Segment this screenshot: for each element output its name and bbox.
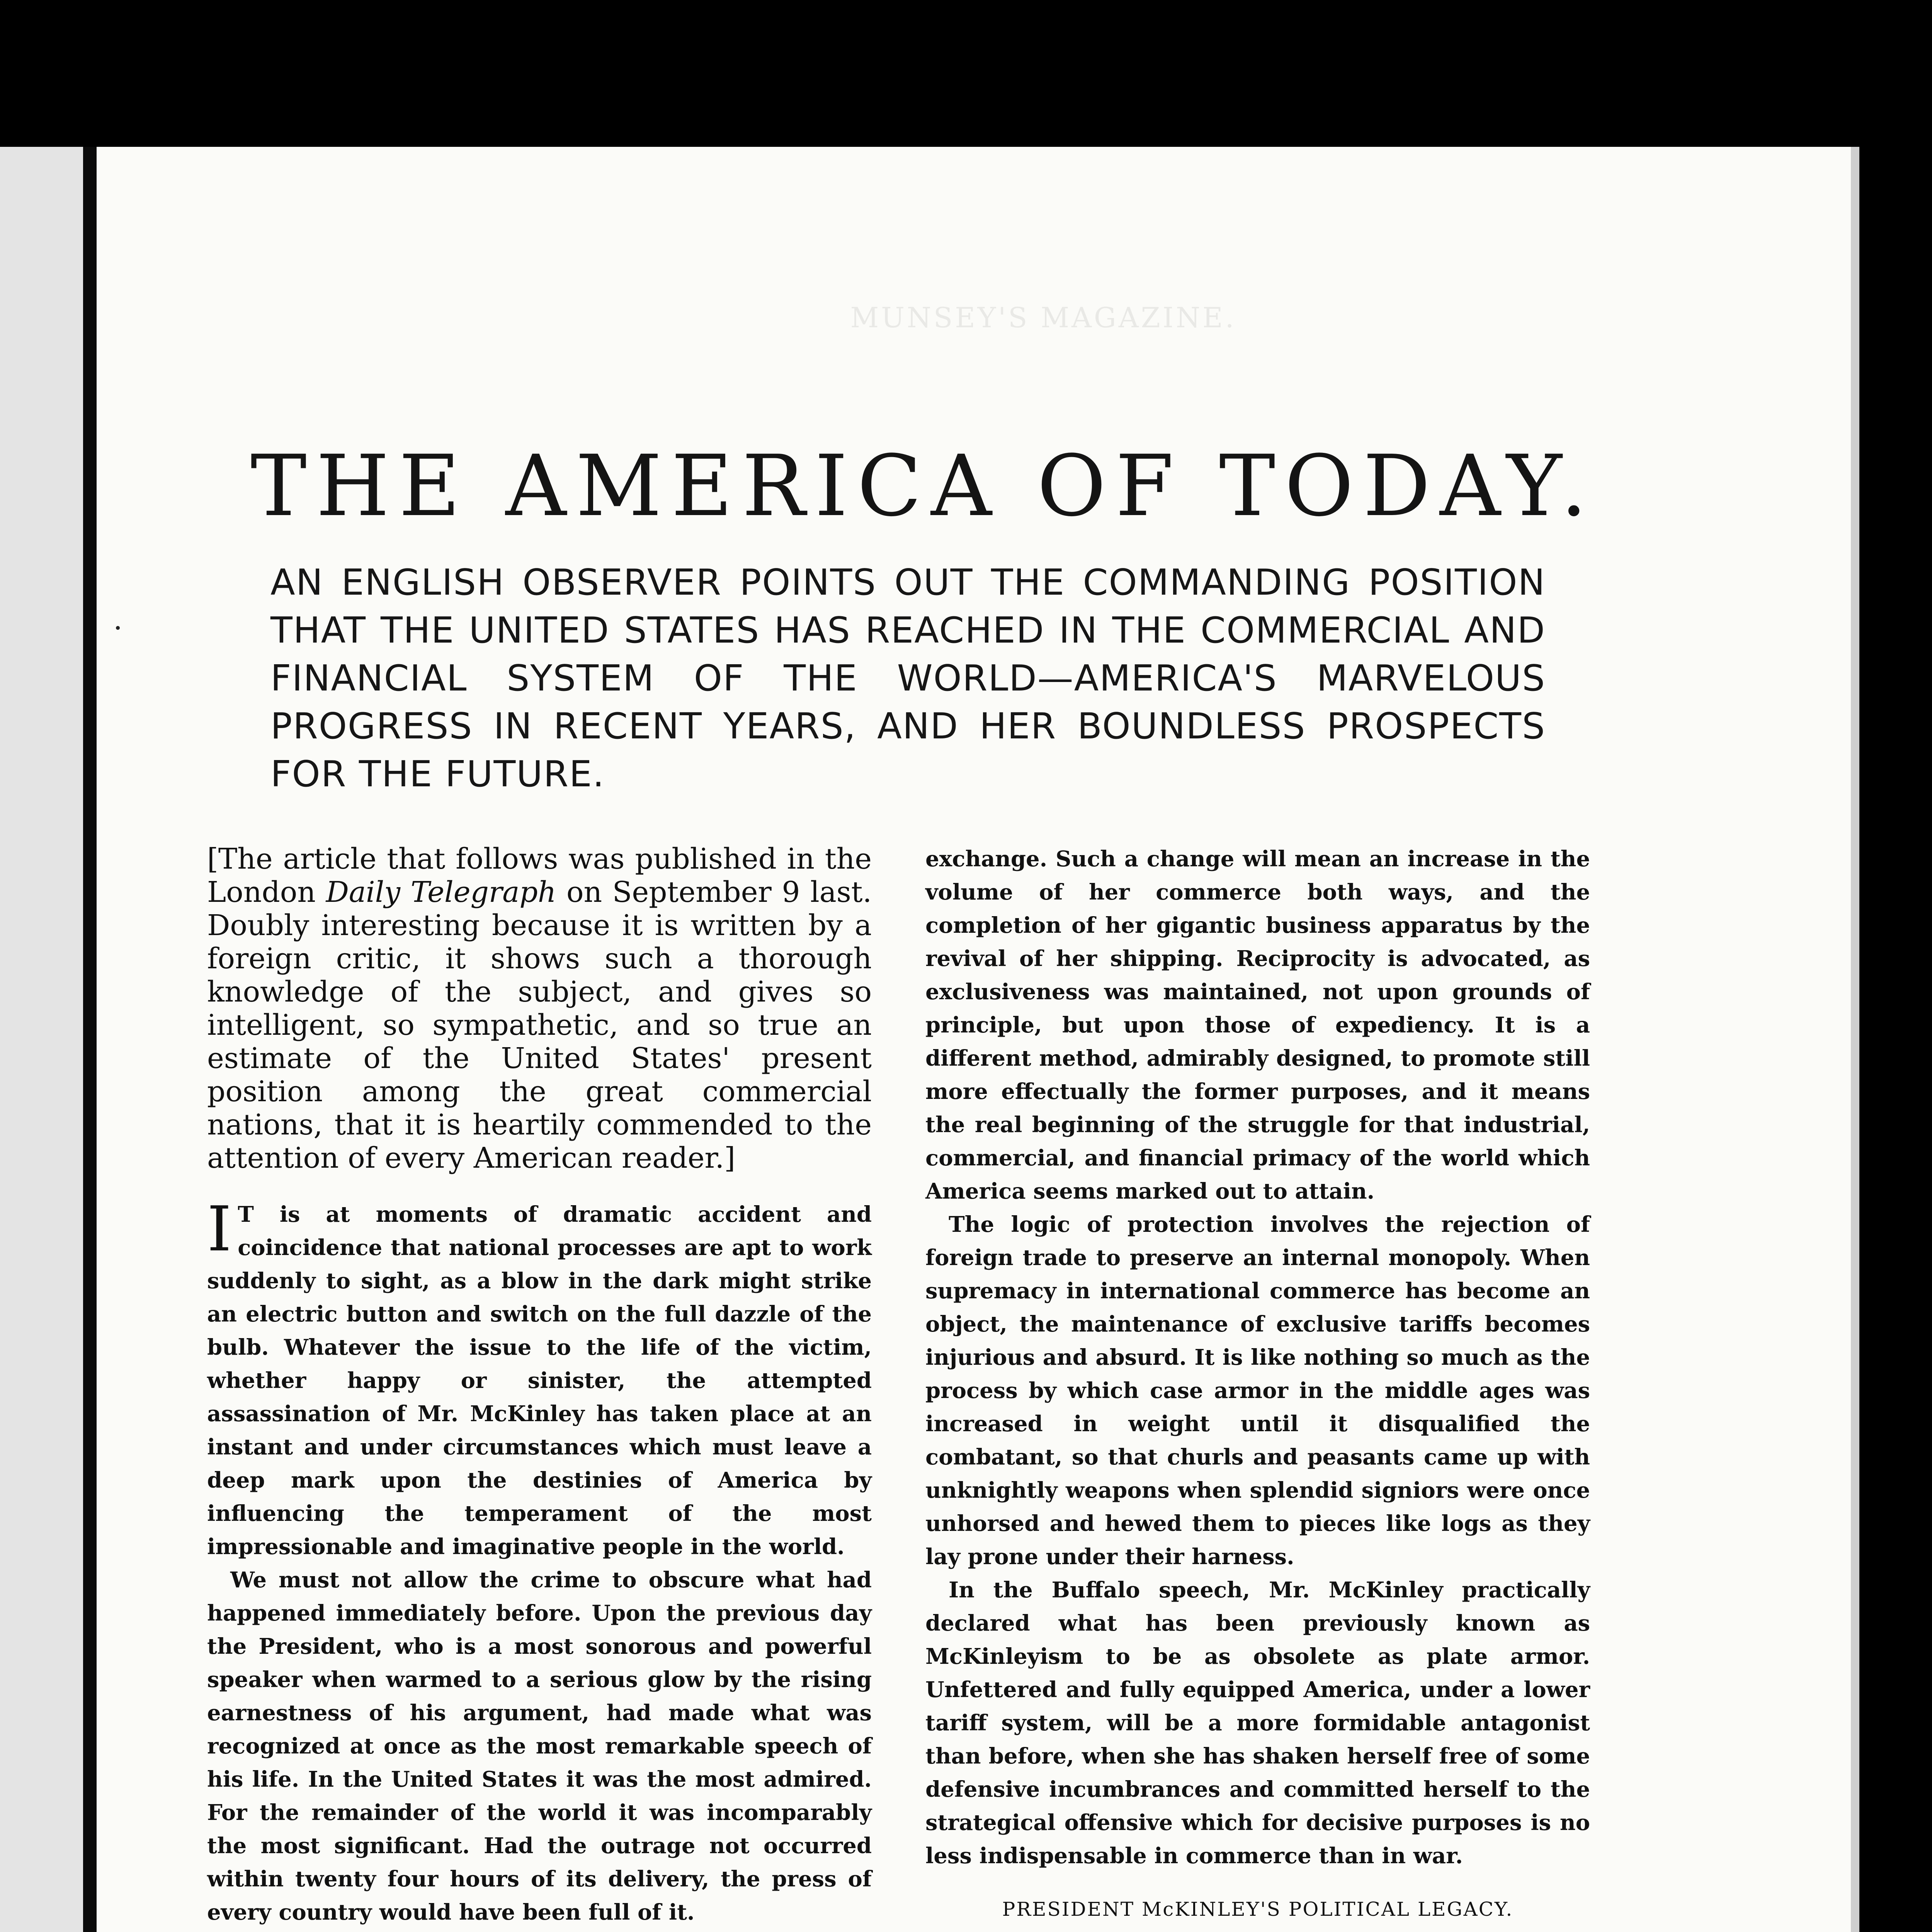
section-subhead: PRESIDENT McKINLEY'S POLITICAL LEGACY.	[1002, 1898, 1514, 1920]
page-gutter	[83, 147, 97, 1932]
text-column-right	[925, 842, 1590, 1932]
text-column-left	[207, 842, 872, 1932]
editor-note	[207, 842, 872, 1175]
paragraph-continued: exchange. Such a change will mean an increase in the volume of her commerce both ways, and the completion of her gigantic business apparatus by the revival of her shipping. Reciprocity is advocated, as exclusiveness was maintained, not upon grounds of principle, but upon those of expediency. It is a different method, admirably designed, to promote still more effectually the former purposes, and it means the real beginning of the struggle for that industrial, commercial, and financial primacy of the world which America seems marked out to attain.	[925, 846, 1590, 1204]
print-speck	[116, 626, 120, 630]
editor-note-text-after: on September 9 last. Doubly interesting because it is written by a foreign critic, it shows such a thorough knowledge of the subject, and gives so intelligent, so sympathetic, and so true an estimate of the United States' present position among the great commercial nations, that it is heartily commended to the attention of every American reader.]	[207, 876, 872, 1175]
drop-cap: I	[207, 1193, 232, 1265]
paragraph: In the Buffalo speech, Mr. McKinley practically declared what has been previously known as McKinleyism to be as obsolete as plate armor. Unfettered and fully equipped America, under a lower tariff system, will be a more formidable antagonist than before, when she has shaken herself free of some defensive incumbrances and committed herself to the strategical offensive which for decisive purposes is no less indispensable in commerce than in war.	[925, 1577, 1590, 1869]
article-deck: AN ENGLISH OBSERVER POINTS OUT THE COMMANDING POSITION THAT THE UNITED STATES HAS REACHED IN THE COMMERCIAL AND FINANCIAL SYSTEM OF THE WORLD—AMERICA'S MARVELOUS PROGRESS IN RECENT YEARS, AND HER BOUNDLESS PROSPECTS FOR THE FUTURE.	[270, 561, 1546, 795]
paragraph-opening-text: T is at moments of dramatic accident and coincidence that national processes are apt to work suddenly to sight, as a blow in the dark might strike an electric button and switch on the full dazzle of the bulb. Whatever the issue to the life of the victim, whether happy or sinister, the attempted assassination of Mr. McKinley has taken place at an instant and under circumstances which must leave a deep mark upon the destinies of America by influencing the temperament of the most impressionable and imaginative people in the world.	[207, 1202, 872, 1560]
page-edge-shadow	[1851, 147, 1859, 1932]
show-through-running-head: MUNSEY'S MAGAZINE.	[850, 301, 1236, 334]
facing-page-edge	[0, 147, 83, 1932]
paragraph: We must not allow the crime to obscure what had happened immediately before. Upon the previous day the President, who is a most sonorous and powerful speaker when warmed to a serious glow by the rising earnestness of his argument, had made what was recognized at once as the most remarkable speech of his life. In the United States it was the most admired. For the remainder of the world it was incomparably the most significant. Had the outrage not occurred within twenty four hours of its delivery, the press of every country would have been full of it.	[207, 1567, 872, 1925]
article-title: THE AMERICA OF TODAY.	[250, 437, 1597, 535]
paragraph: The logic of protection involves the rejection of foreign trade to preserve an internal monopoly. When supremacy in international commerce has become an object, the maintenance of exclusive tariffs becomes injurious and absurd. It is like nothing so much as the process by which case armor in the middle ages was increased in weight until it disqualified the combatant, so that churls and peasants came up with unknightly weapons when splendid signiors were once unhorsed and hewed them to pieces like logs as they lay prone under their harness.	[925, 1212, 1590, 1570]
paragraph-opening	[207, 1193, 872, 1563]
editor-note-source: Daily Telegraph	[326, 876, 556, 909]
editor-note-text-before: [The article that follows was published in the London	[207, 842, 872, 909]
